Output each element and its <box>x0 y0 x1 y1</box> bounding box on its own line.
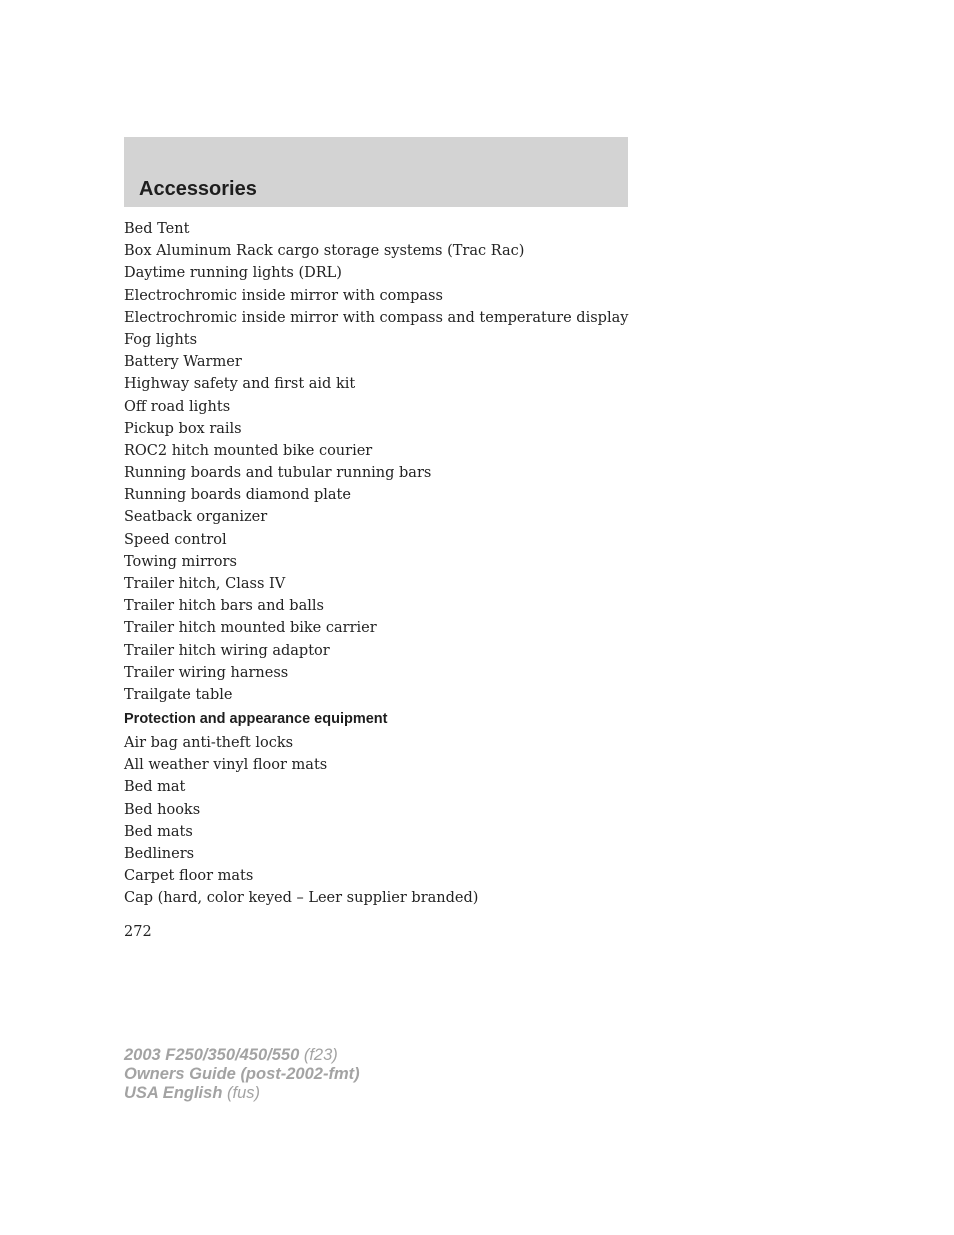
list-item: Electrochromic inside mirror with compass <box>124 287 443 304</box>
list-item: Trailer hitch mounted bike carrier <box>124 620 377 637</box>
list-item: Bed mats <box>124 823 193 840</box>
list-item: Bed mat <box>124 779 186 796</box>
footer-language: USA English <box>124 1084 223 1102</box>
list-item: Seatback organizer <box>124 509 268 526</box>
accessories-list <box>124 219 628 707</box>
list-item: All weather vinyl floor mats <box>124 757 328 774</box>
list-item: Running boards diamond plate <box>124 487 351 504</box>
list-item: Fog lights <box>124 331 198 348</box>
list-item: Bed Tent <box>124 221 190 237</box>
list-item: Running boards and tubular running bars <box>124 465 432 482</box>
list-item: Air bag anti-theft locks <box>124 735 294 751</box>
list-item: ROC2 hitch mounted bike courier <box>124 442 373 459</box>
footer-model-line <box>124 1046 360 1065</box>
list-item: Trailer hitch wiring adaptor <box>124 642 330 659</box>
list-item: Cap (hard, color keyed – Leer supplier branded) <box>124 890 479 907</box>
list-item: Daytime running lights (DRL) <box>124 265 342 282</box>
protection-heading: Protection and appearance equipment <box>124 711 388 727</box>
footer-model: 2003 F250/350/450/550 <box>124 1046 300 1064</box>
list-item: Highway safety and first aid kit <box>124 376 356 393</box>
footer-language-line <box>124 1084 360 1103</box>
document-footer <box>124 1046 360 1103</box>
list-item: Bed hooks <box>124 801 201 818</box>
page-number: 272 <box>124 924 152 940</box>
footer-guide-line: Owners Guide (post-2002-fmt) <box>124 1065 360 1083</box>
list-item: Box Aluminum Rack cargo storage systems (Trac Rac) <box>124 243 525 260</box>
list-item: Bedliners <box>124 845 195 862</box>
footer-language-code: (fus) <box>227 1084 260 1102</box>
list-item: Carpet floor mats <box>124 868 254 885</box>
footer-model-code: (f23) <box>303 1046 338 1064</box>
section-title: Accessories <box>139 178 257 200</box>
list-item: Speed control <box>124 531 227 548</box>
section-header-band <box>124 137 628 207</box>
list-item: Trailer hitch, Class IV <box>124 576 286 592</box>
list-item: Trailer wiring harness <box>124 664 289 681</box>
protection-list <box>124 733 478 911</box>
list-item: Battery Warmer <box>124 354 242 371</box>
list-item: Trailer hitch bars and balls <box>124 598 324 615</box>
list-item: Trailgate table <box>124 686 233 703</box>
list-item: Towing mirrors <box>124 553 237 570</box>
list-item: Off road lights <box>124 398 231 415</box>
list-item: Pickup box rails <box>124 420 242 437</box>
list-item: Electrochromic inside mirror with compass and temperature display <box>124 309 629 326</box>
